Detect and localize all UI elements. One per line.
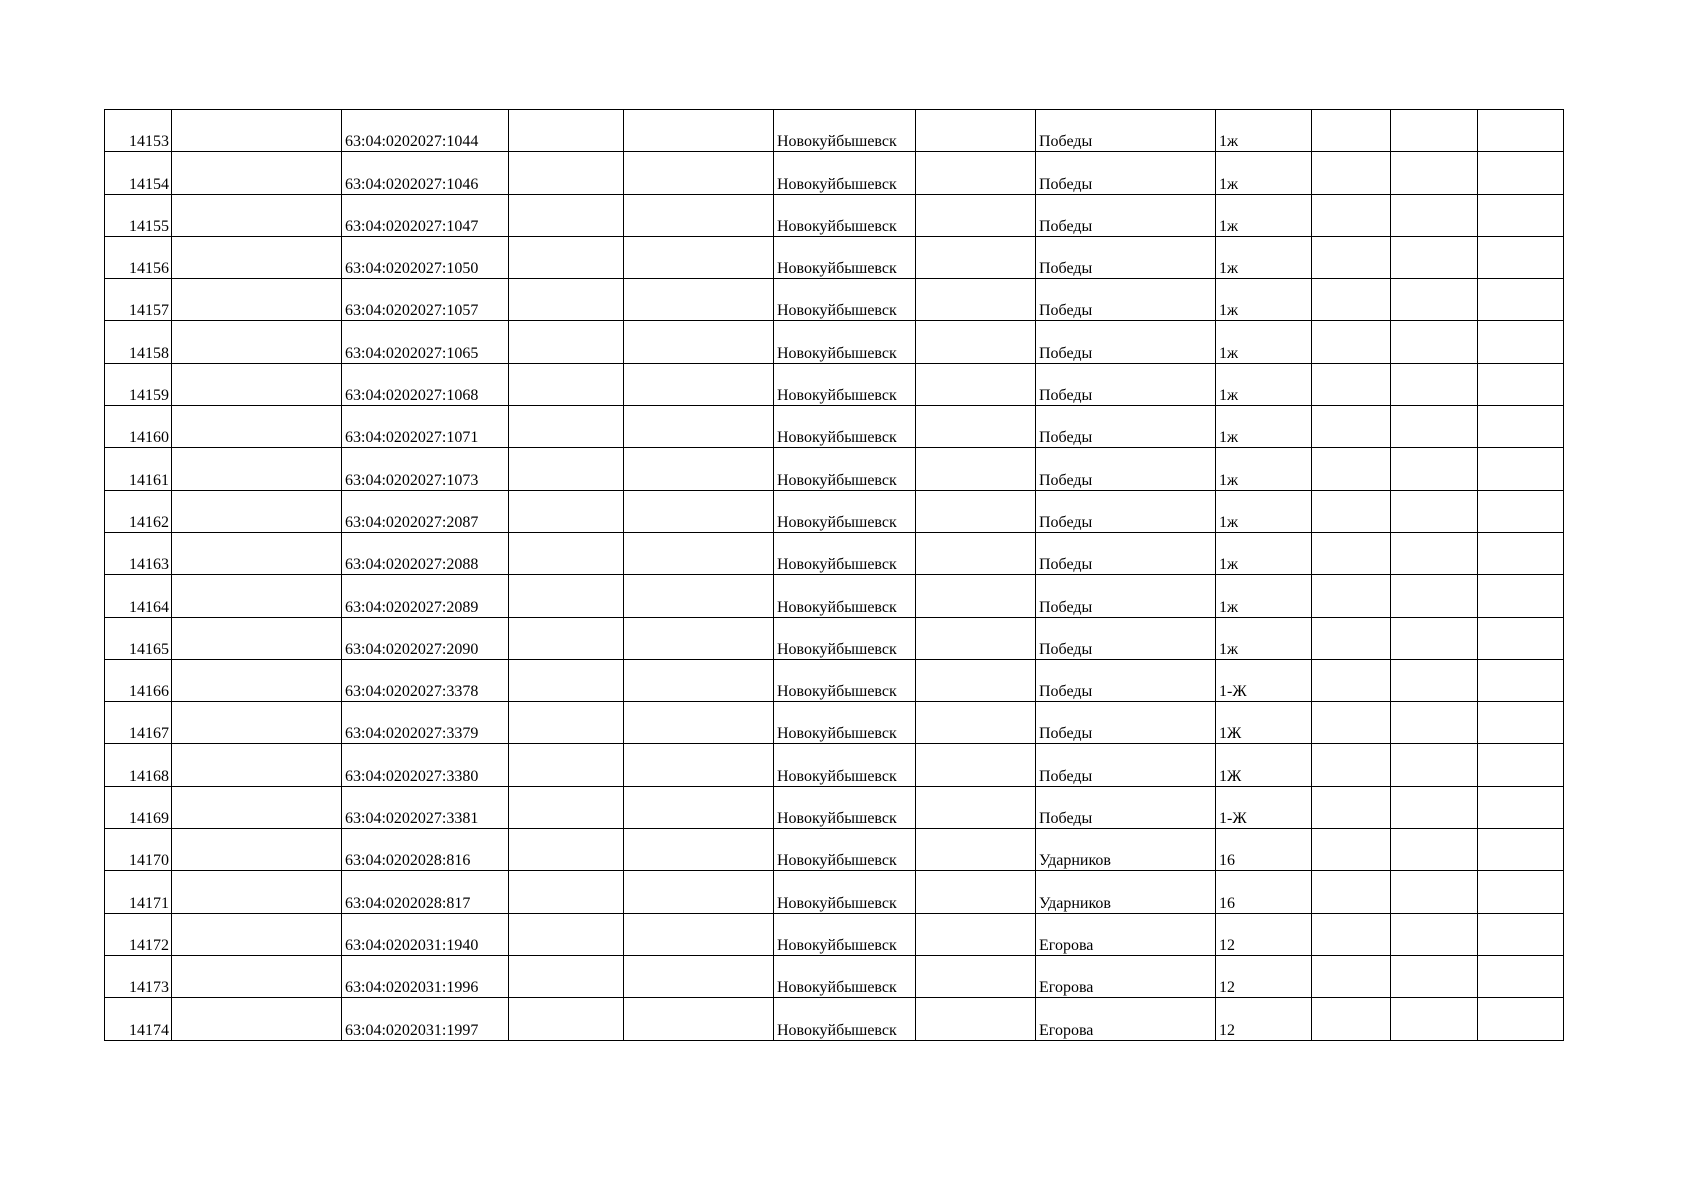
house-number-cell: 1ж: [1216, 532, 1312, 574]
empty-cell: [916, 659, 1036, 701]
empty-cell: [624, 236, 774, 278]
empty-cell: [916, 490, 1036, 532]
empty-cell: [1478, 786, 1564, 828]
empty-cell: [916, 448, 1036, 490]
house-number-cell: 1ж: [1216, 575, 1312, 617]
empty-cell: [172, 532, 342, 574]
empty-cell: [1478, 194, 1564, 236]
empty-cell: [1391, 236, 1478, 278]
empty-cell: [1312, 575, 1391, 617]
house-number-cell: 1ж: [1216, 194, 1312, 236]
city-cell: Новокуйбышевск: [774, 871, 916, 913]
house-number-cell: 12: [1216, 998, 1312, 1040]
street-cell: Победы: [1036, 152, 1216, 194]
cadastral-number-cell: 63:04:0202031:1997: [342, 998, 509, 1040]
street-cell: Победы: [1036, 363, 1216, 405]
empty-cell: [172, 110, 342, 152]
empty-cell: [916, 744, 1036, 786]
city-cell: Новокуйбышевск: [774, 363, 916, 405]
house-number-cell: 1ж: [1216, 321, 1312, 363]
table-row: [105, 279, 1564, 321]
empty-cell: [1312, 321, 1391, 363]
empty-cell: [1312, 363, 1391, 405]
empty-cell: [1312, 279, 1391, 321]
street-cell: Победы: [1036, 786, 1216, 828]
empty-cell: [1391, 194, 1478, 236]
street-cell: Победы: [1036, 236, 1216, 278]
empty-cell: [172, 871, 342, 913]
empty-cell: [624, 448, 774, 490]
empty-cell: [916, 321, 1036, 363]
empty-cell: [1391, 363, 1478, 405]
empty-cell: [624, 871, 774, 913]
empty-cell: [509, 829, 624, 871]
row-number-cell: 14159: [105, 363, 172, 405]
row-number-cell: 14157: [105, 279, 172, 321]
empty-cell: [1478, 617, 1564, 659]
empty-cell: [1478, 363, 1564, 405]
empty-cell: [916, 236, 1036, 278]
empty-cell: [1478, 321, 1564, 363]
house-number-cell: 1Ж: [1216, 702, 1312, 744]
city-cell: Новокуйбышевск: [774, 913, 916, 955]
street-cell: Победы: [1036, 702, 1216, 744]
empty-cell: [1312, 490, 1391, 532]
empty-cell: [624, 194, 774, 236]
table-row: [105, 871, 1564, 913]
cadastral-number-cell: 63:04:0202027:3379: [342, 702, 509, 744]
empty-cell: [1391, 955, 1478, 997]
table-row: [105, 786, 1564, 828]
house-number-cell: 1ж: [1216, 110, 1312, 152]
empty-cell: [509, 321, 624, 363]
empty-cell: [172, 955, 342, 997]
empty-cell: [1478, 110, 1564, 152]
table-row: [105, 363, 1564, 405]
street-cell: Победы: [1036, 448, 1216, 490]
row-number-cell: 14174: [105, 998, 172, 1040]
empty-cell: [1312, 955, 1391, 997]
row-number-cell: 14166: [105, 659, 172, 701]
empty-cell: [172, 363, 342, 405]
empty-cell: [1312, 998, 1391, 1040]
cadastral-number-cell: 63:04:0202027:1071: [342, 406, 509, 448]
street-cell: Ударников: [1036, 829, 1216, 871]
empty-cell: [172, 998, 342, 1040]
street-cell: Ударников: [1036, 871, 1216, 913]
empty-cell: [1478, 532, 1564, 574]
house-number-cell: 12: [1216, 913, 1312, 955]
empty-cell: [509, 363, 624, 405]
cadastral-number-cell: 63:04:0202027:2090: [342, 617, 509, 659]
empty-cell: [1312, 532, 1391, 574]
empty-cell: [509, 110, 624, 152]
table-row: [105, 702, 1564, 744]
empty-cell: [509, 406, 624, 448]
row-number-cell: 14168: [105, 744, 172, 786]
empty-cell: [916, 532, 1036, 574]
table-row: [105, 194, 1564, 236]
empty-cell: [172, 236, 342, 278]
empty-cell: [916, 152, 1036, 194]
registry-table: [104, 109, 1564, 1041]
empty-cell: [509, 744, 624, 786]
empty-cell: [624, 744, 774, 786]
empty-cell: [509, 448, 624, 490]
table-row: [105, 955, 1564, 997]
empty-cell: [1312, 702, 1391, 744]
house-number-cell: 1ж: [1216, 490, 1312, 532]
house-number-cell: 1ж: [1216, 406, 1312, 448]
street-cell: Победы: [1036, 194, 1216, 236]
empty-cell: [172, 321, 342, 363]
empty-cell: [1478, 998, 1564, 1040]
empty-cell: [509, 702, 624, 744]
row-number-cell: 14171: [105, 871, 172, 913]
table-row: [105, 532, 1564, 574]
table-row: [105, 236, 1564, 278]
empty-cell: [509, 786, 624, 828]
street-cell: Егорова: [1036, 913, 1216, 955]
table-row: [105, 490, 1564, 532]
city-cell: Новокуйбышевск: [774, 575, 916, 617]
city-cell: Новокуйбышевск: [774, 532, 916, 574]
table-row: [105, 110, 1564, 152]
city-cell: Новокуйбышевск: [774, 152, 916, 194]
empty-cell: [1391, 448, 1478, 490]
empty-cell: [916, 702, 1036, 744]
street-cell: Победы: [1036, 744, 1216, 786]
empty-cell: [509, 490, 624, 532]
empty-cell: [509, 279, 624, 321]
empty-cell: [509, 575, 624, 617]
table-row: [105, 617, 1564, 659]
row-number-cell: 14156: [105, 236, 172, 278]
empty-cell: [172, 829, 342, 871]
empty-cell: [1391, 659, 1478, 701]
cadastral-number-cell: 63:04:0202027:1050: [342, 236, 509, 278]
cadastral-number-cell: 63:04:0202027:2089: [342, 575, 509, 617]
empty-cell: [624, 532, 774, 574]
empty-cell: [509, 532, 624, 574]
empty-cell: [1391, 110, 1478, 152]
city-cell: Новокуйбышевск: [774, 236, 916, 278]
city-cell: Новокуйбышевск: [774, 955, 916, 997]
cadastral-number-cell: 63:04:0202031:1996: [342, 955, 509, 997]
empty-cell: [1391, 321, 1478, 363]
empty-cell: [509, 998, 624, 1040]
cadastral-number-cell: 63:04:0202027:3378: [342, 659, 509, 701]
table-body: [105, 110, 1564, 1041]
empty-cell: [624, 702, 774, 744]
empty-cell: [1312, 744, 1391, 786]
table-row: [105, 152, 1564, 194]
empty-cell: [1312, 152, 1391, 194]
empty-cell: [916, 406, 1036, 448]
empty-cell: [1391, 152, 1478, 194]
empty-cell: [172, 617, 342, 659]
empty-cell: [172, 659, 342, 701]
empty-cell: [1312, 406, 1391, 448]
empty-cell: [1478, 659, 1564, 701]
city-cell: Новокуйбышевск: [774, 998, 916, 1040]
empty-cell: [624, 998, 774, 1040]
empty-cell: [509, 236, 624, 278]
row-number-cell: 14160: [105, 406, 172, 448]
table-row: [105, 575, 1564, 617]
empty-cell: [1478, 448, 1564, 490]
empty-cell: [1391, 702, 1478, 744]
empty-cell: [624, 152, 774, 194]
cadastral-number-cell: 63:04:0202027:1065: [342, 321, 509, 363]
empty-cell: [916, 998, 1036, 1040]
empty-cell: [1478, 913, 1564, 955]
empty-cell: [172, 490, 342, 532]
city-cell: Новокуйбышевск: [774, 279, 916, 321]
empty-cell: [509, 659, 624, 701]
empty-cell: [172, 406, 342, 448]
empty-cell: [1312, 659, 1391, 701]
empty-cell: [1312, 829, 1391, 871]
city-cell: Новокуйбышевск: [774, 786, 916, 828]
empty-cell: [1478, 829, 1564, 871]
house-number-cell: 1ж: [1216, 236, 1312, 278]
house-number-cell: 1ж: [1216, 363, 1312, 405]
table-row: [105, 744, 1564, 786]
empty-cell: [509, 617, 624, 659]
empty-cell: [172, 575, 342, 617]
empty-cell: [1312, 617, 1391, 659]
empty-cell: [624, 279, 774, 321]
empty-cell: [624, 786, 774, 828]
empty-cell: [1391, 490, 1478, 532]
cadastral-number-cell: 63:04:0202027:2087: [342, 490, 509, 532]
house-number-cell: 1ж: [1216, 448, 1312, 490]
cadastral-number-cell: 63:04:0202031:1940: [342, 913, 509, 955]
empty-cell: [172, 279, 342, 321]
empty-cell: [624, 617, 774, 659]
cadastral-number-cell: 63:04:0202027:1047: [342, 194, 509, 236]
empty-cell: [1478, 955, 1564, 997]
house-number-cell: 16: [1216, 829, 1312, 871]
house-number-cell: 12: [1216, 955, 1312, 997]
empty-cell: [916, 279, 1036, 321]
empty-cell: [1391, 532, 1478, 574]
empty-cell: [916, 955, 1036, 997]
street-cell: Победы: [1036, 575, 1216, 617]
empty-cell: [1478, 490, 1564, 532]
empty-cell: [172, 152, 342, 194]
city-cell: Новокуйбышевск: [774, 194, 916, 236]
table-row: [105, 321, 1564, 363]
city-cell: Новокуйбышевск: [774, 321, 916, 363]
row-number-cell: 14162: [105, 490, 172, 532]
empty-cell: [1478, 152, 1564, 194]
empty-cell: [1312, 448, 1391, 490]
street-cell: Победы: [1036, 110, 1216, 152]
row-number-cell: 14154: [105, 152, 172, 194]
empty-cell: [1391, 279, 1478, 321]
row-number-cell: 14167: [105, 702, 172, 744]
city-cell: Новокуйбышевск: [774, 744, 916, 786]
city-cell: Новокуйбышевск: [774, 110, 916, 152]
empty-cell: [916, 786, 1036, 828]
house-number-cell: 1Ж: [1216, 744, 1312, 786]
empty-cell: [624, 829, 774, 871]
empty-cell: [1478, 871, 1564, 913]
empty-cell: [1312, 110, 1391, 152]
empty-cell: [916, 913, 1036, 955]
table-row: [105, 448, 1564, 490]
row-number-cell: 14158: [105, 321, 172, 363]
row-number-cell: 14155: [105, 194, 172, 236]
row-number-cell: 14169: [105, 786, 172, 828]
row-number-cell: 14172: [105, 913, 172, 955]
street-cell: Победы: [1036, 490, 1216, 532]
empty-cell: [1312, 871, 1391, 913]
street-cell: Победы: [1036, 659, 1216, 701]
cadastral-number-cell: 63:04:0202027:3381: [342, 786, 509, 828]
house-number-cell: 1ж: [1216, 617, 1312, 659]
row-number-cell: 14161: [105, 448, 172, 490]
city-cell: Новокуйбышевск: [774, 448, 916, 490]
cadastral-number-cell: 63:04:0202027:2088: [342, 532, 509, 574]
house-number-cell: 1-Ж: [1216, 786, 1312, 828]
row-number-cell: 14165: [105, 617, 172, 659]
empty-cell: [1391, 913, 1478, 955]
cadastral-number-cell: 63:04:0202027:3380: [342, 744, 509, 786]
street-cell: Победы: [1036, 279, 1216, 321]
empty-cell: [509, 913, 624, 955]
empty-cell: [916, 829, 1036, 871]
empty-cell: [624, 406, 774, 448]
cadastral-number-cell: 63:04:0202027:1057: [342, 279, 509, 321]
row-number-cell: 14164: [105, 575, 172, 617]
table-row: [105, 406, 1564, 448]
empty-cell: [916, 363, 1036, 405]
empty-cell: [1478, 236, 1564, 278]
city-cell: Новокуйбышевск: [774, 829, 916, 871]
house-number-cell: 1ж: [1216, 152, 1312, 194]
empty-cell: [916, 871, 1036, 913]
empty-cell: [916, 617, 1036, 659]
house-number-cell: 1-Ж: [1216, 659, 1312, 701]
cadastral-number-cell: 63:04:0202028:816: [342, 829, 509, 871]
street-cell: Победы: [1036, 321, 1216, 363]
empty-cell: [172, 194, 342, 236]
empty-cell: [509, 871, 624, 913]
cadastral-number-cell: 63:04:0202027:1044: [342, 110, 509, 152]
row-number-cell: 14153: [105, 110, 172, 152]
empty-cell: [1312, 194, 1391, 236]
empty-cell: [1478, 279, 1564, 321]
empty-cell: [509, 955, 624, 997]
empty-cell: [172, 786, 342, 828]
empty-cell: [624, 659, 774, 701]
empty-cell: [1478, 406, 1564, 448]
empty-cell: [1478, 744, 1564, 786]
table-row: [105, 913, 1564, 955]
empty-cell: [624, 913, 774, 955]
empty-cell: [1391, 871, 1478, 913]
street-cell: Егорова: [1036, 955, 1216, 997]
empty-cell: [1391, 786, 1478, 828]
empty-cell: [624, 321, 774, 363]
cadastral-number-cell: 63:04:0202027:1068: [342, 363, 509, 405]
city-cell: Новокуйбышевск: [774, 617, 916, 659]
city-cell: Новокуйбышевск: [774, 659, 916, 701]
empty-cell: [509, 152, 624, 194]
empty-cell: [624, 363, 774, 405]
empty-cell: [1312, 913, 1391, 955]
table-row: [105, 659, 1564, 701]
city-cell: Новокуйбышевск: [774, 406, 916, 448]
city-cell: Новокуйбышевск: [774, 702, 916, 744]
empty-cell: [1391, 998, 1478, 1040]
cadastral-number-cell: 63:04:0202027:1046: [342, 152, 509, 194]
empty-cell: [172, 744, 342, 786]
house-number-cell: 1ж: [1216, 279, 1312, 321]
empty-cell: [1391, 406, 1478, 448]
house-number-cell: 16: [1216, 871, 1312, 913]
empty-cell: [624, 110, 774, 152]
empty-cell: [509, 194, 624, 236]
street-cell: Победы: [1036, 617, 1216, 659]
empty-cell: [1312, 786, 1391, 828]
empty-cell: [916, 575, 1036, 617]
city-cell: Новокуйбышевск: [774, 490, 916, 532]
table-row: [105, 998, 1564, 1040]
cadastral-number-cell: 63:04:0202027:1073: [342, 448, 509, 490]
empty-cell: [916, 110, 1036, 152]
street-cell: Егорова: [1036, 998, 1216, 1040]
empty-cell: [1391, 744, 1478, 786]
empty-cell: [172, 702, 342, 744]
street-cell: Победы: [1036, 406, 1216, 448]
empty-cell: [172, 448, 342, 490]
row-number-cell: 14170: [105, 829, 172, 871]
row-number-cell: 14163: [105, 532, 172, 574]
empty-cell: [624, 575, 774, 617]
empty-cell: [1391, 829, 1478, 871]
empty-cell: [916, 194, 1036, 236]
empty-cell: [1391, 575, 1478, 617]
cadastral-number-cell: 63:04:0202028:817: [342, 871, 509, 913]
row-number-cell: 14173: [105, 955, 172, 997]
empty-cell: [172, 913, 342, 955]
empty-cell: [624, 490, 774, 532]
empty-cell: [1478, 575, 1564, 617]
empty-cell: [1478, 702, 1564, 744]
empty-cell: [624, 955, 774, 997]
empty-cell: [1312, 236, 1391, 278]
street-cell: Победы: [1036, 532, 1216, 574]
empty-cell: [1391, 617, 1478, 659]
table-row: [105, 829, 1564, 871]
